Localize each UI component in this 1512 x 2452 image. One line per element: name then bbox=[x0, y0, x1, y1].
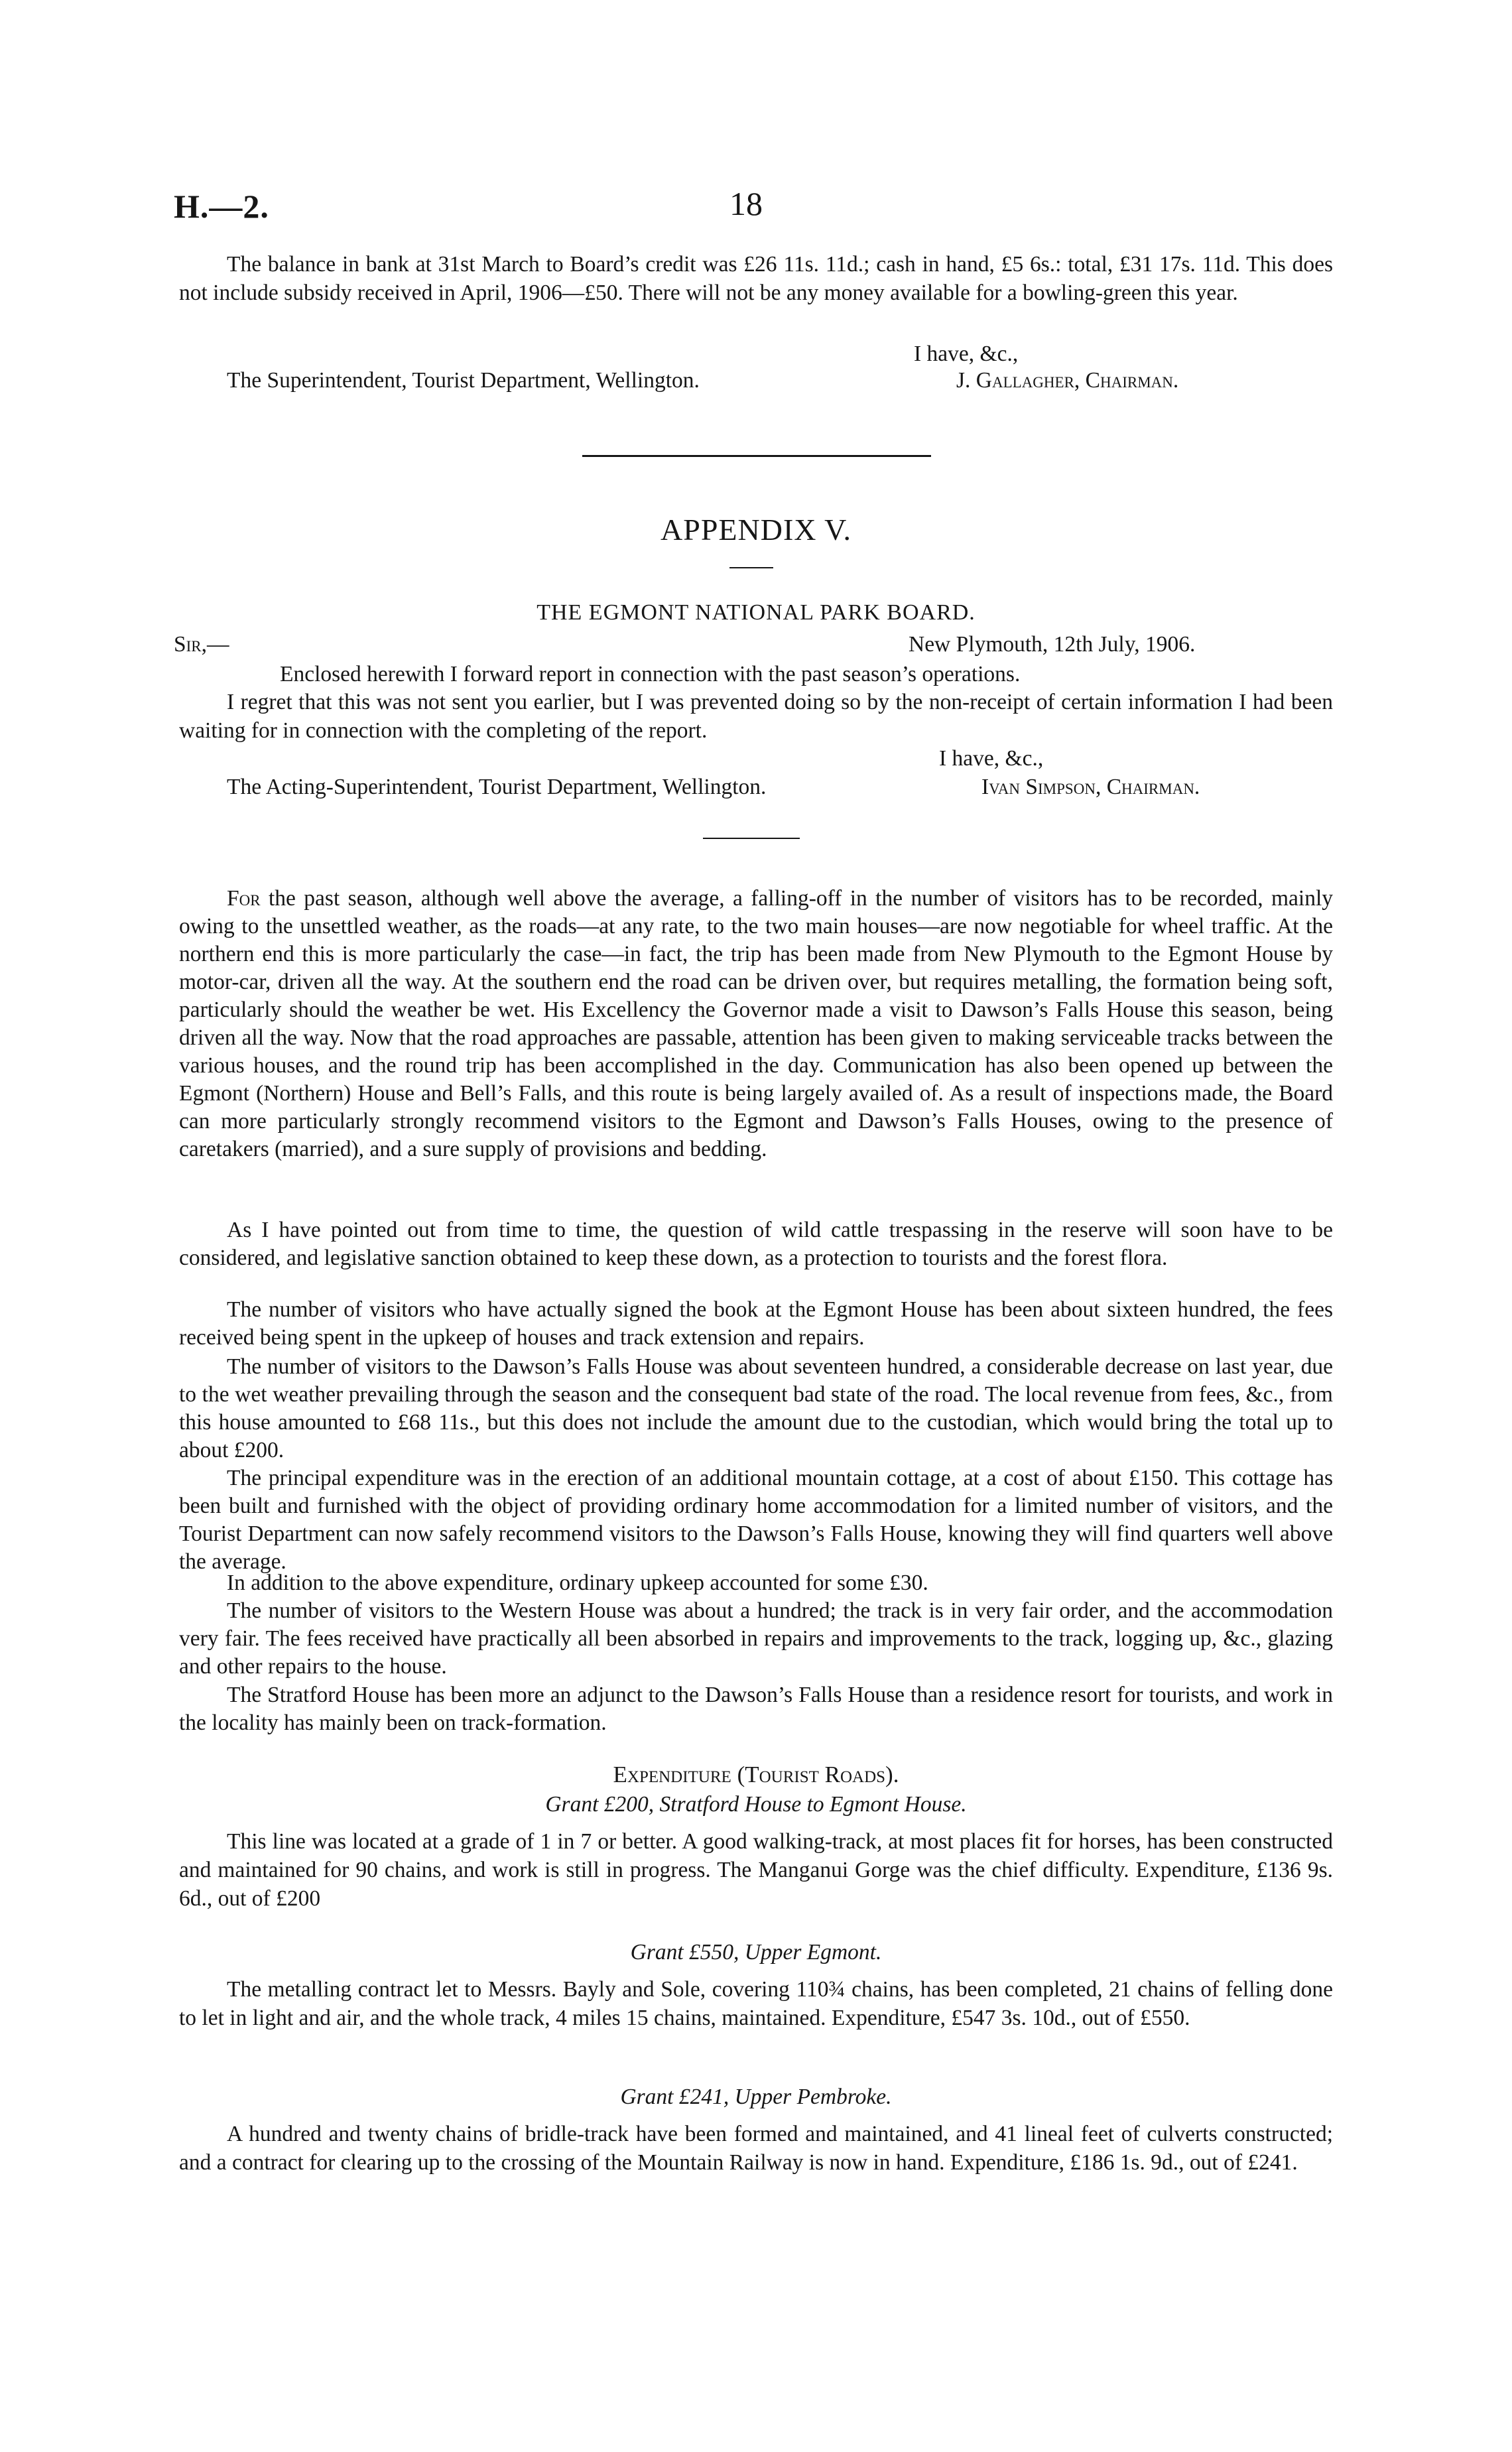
document-reference: H.—2. bbox=[174, 188, 269, 225]
letter1-signatory: J. Gallagher, Chairman. bbox=[956, 368, 1179, 393]
report-paragraph-2: As I have pointed out from time to time, the question of wild cattle trespassing in the reserve will soon have to be considered, and legislative sanction obtained to keep these down, as a protection to tourists and the forest flora. bbox=[179, 1218, 1333, 1270]
report-paragraph-5: The principal expenditure was in the erection of an additional mountain cottage, at a cost of about £150. This cottage has been built and furnished with the object of providing ordinary home accommodation for a limited number of visitors, and the Tourist Department can now safely recommend visitors to the Dawson’s Falls House, knowing they will find quarters well above the average. bbox=[179, 1466, 1333, 1574]
regret-paragraph: I regret that this was not sent you earlier, but I was prevented doing so by the non-receipt of certain information I had been waiting for in connection with the completing of the report. bbox=[179, 690, 1333, 743]
appendix-title: APPENDIX V. bbox=[661, 513, 851, 547]
balance-paragraph: The balance in bank at 31st March to Board’s credit was £26 11s. 11d.; cash in hand, £5 6s.: total, £31 17s. 11d. This does not include subsidy received in April, 1906—£50. There will not be any money available for a bowling-green this year. bbox=[179, 252, 1333, 305]
grant-1-body: This line was located at a grade of 1 in 7 or better. A good walking-track, at most places fit for horses, has been constructed and maintained for 90 chains, and work is still in progress. The Manganui Gorge was the chief difficulty. Expenditure, £136 9s. 6d., out of £200 bbox=[179, 1829, 1333, 1911]
expenditure-heading: Expenditure (Tourist Roads). bbox=[613, 1762, 899, 1787]
grant-1-title: Grant £200, Stratford House to Egmont House. bbox=[545, 1792, 967, 1817]
report-paragraph-1 bbox=[179, 885, 1333, 1163]
letter2-closing: I have, &c., bbox=[939, 746, 1044, 771]
salutation: Sir,— bbox=[174, 632, 229, 657]
title-dash bbox=[729, 567, 773, 568]
short-divider bbox=[703, 838, 800, 839]
letter1-addressee: The Superintendent, Tourist Department, Wellington. bbox=[227, 368, 700, 393]
grant-2-body: The metalling contract let to Messrs. Bayly and Sole, covering 110¾ chains, has been completed, 21 chains of felling done to let in light and air, and the whole track, 4 miles 15 chains, maintained. Expenditure, £547 3s. 10d., out of £550. bbox=[179, 1977, 1333, 2030]
grant-3-title: Grant £241, Upper Pembroke. bbox=[620, 2085, 892, 2109]
lead-word: For bbox=[227, 886, 261, 911]
letter2-signatory: Ivan Simpson, Chairman. bbox=[981, 775, 1200, 799]
report-paragraph-1-text: the past season, although well above the average, a falling-off in the number of visitors has to be recorded, mainly owing to the unsettled weather, as the roads—at any rate, to the two main houses—are now negotiable for wheel traffic. At the northern end this is more particularly the case—in fact, the trip has been made from New Plymouth to the Egmont House by motor-car, driven all the way. At the southern end the road can be driven over, but requires metalling, the formation being soft, particularly should the weather be wet. His Excellency the Governor made a visit to Dawson’s Falls House this season, being driven all the way. Now that the road approaches are passable, attention has been given to making serviceable tracks between the various houses, and the round trip has been accomplished in the day. Communication has also been opened up between the Egmont (Northern) House and Bell’s Falls, and this route is being largely availed of. As a result of inspections made, the Board can more particularly strongly recommend visitors to the Egmont and Dawson’s Falls Houses, owing to the presence of caretakers (married), and a sure supply of provisions and bedding. bbox=[179, 886, 1333, 1161]
report-paragraph-4: The number of visitors to the Dawson’s Falls House was about seventeen hundred, a considerable decrease on last year, due to the wet weather prevailing through the season and the consequent bad state of the road. The local revenue from fees, &c., from this house amounted to £68 11s., but this does not include the amount due to the custodian, which would bring the total up to about £200. bbox=[179, 1354, 1333, 1462]
page-number: 18 bbox=[729, 185, 763, 222]
report-paragraph-6: In addition to the above expenditure, ordinary upkeep accounted for some £30. bbox=[227, 1571, 928, 1595]
report-paragraph-7: The number of visitors to the Western House was about a hundred; the track is in very fair order, and the accommodation very fair. The fees received have practically all been absorbed in repairs and improvements to the track, logging up, &c., glazing and other repairs to the house. bbox=[179, 1598, 1333, 1679]
place-date: New Plymouth, 12th July, 1906. bbox=[909, 632, 1196, 657]
appendix-subtitle: THE EGMONT NATIONAL PARK BOARD. bbox=[536, 600, 976, 625]
section-divider bbox=[582, 455, 931, 457]
enclosure-paragraph: Enclosed herewith I forward report in connection with the past season’s operations. bbox=[280, 662, 1021, 686]
letter2-addressee: The Acting-Superintendent, Tourist Department, Wellington. bbox=[227, 775, 767, 799]
report-paragraph-8: The Stratford House has been more an adjunct to the Dawson’s Falls House than a residence resort for tourists, and work in the locality has mainly been on track-formation. bbox=[179, 1683, 1333, 1735]
report-paragraph-3: The number of visitors who have actually signed the book at the Egmont House has been about sixteen hundred, the fees received being spent in the upkeep of houses and track extension and repairs. bbox=[179, 1297, 1333, 1350]
grant-2-title: Grant £550, Upper Egmont. bbox=[630, 1940, 882, 1965]
grant-3-body: A hundred and twenty chains of bridle-track have been formed and maintained, and 41 lineal feet of culverts constructed; and a contract for clearing up to the crossing of the Mountain Railway is now in hand. Expenditure, £186 1s. 9d., out of £241. bbox=[179, 2122, 1333, 2175]
letter1-closing: I have, &c., bbox=[914, 342, 1019, 366]
